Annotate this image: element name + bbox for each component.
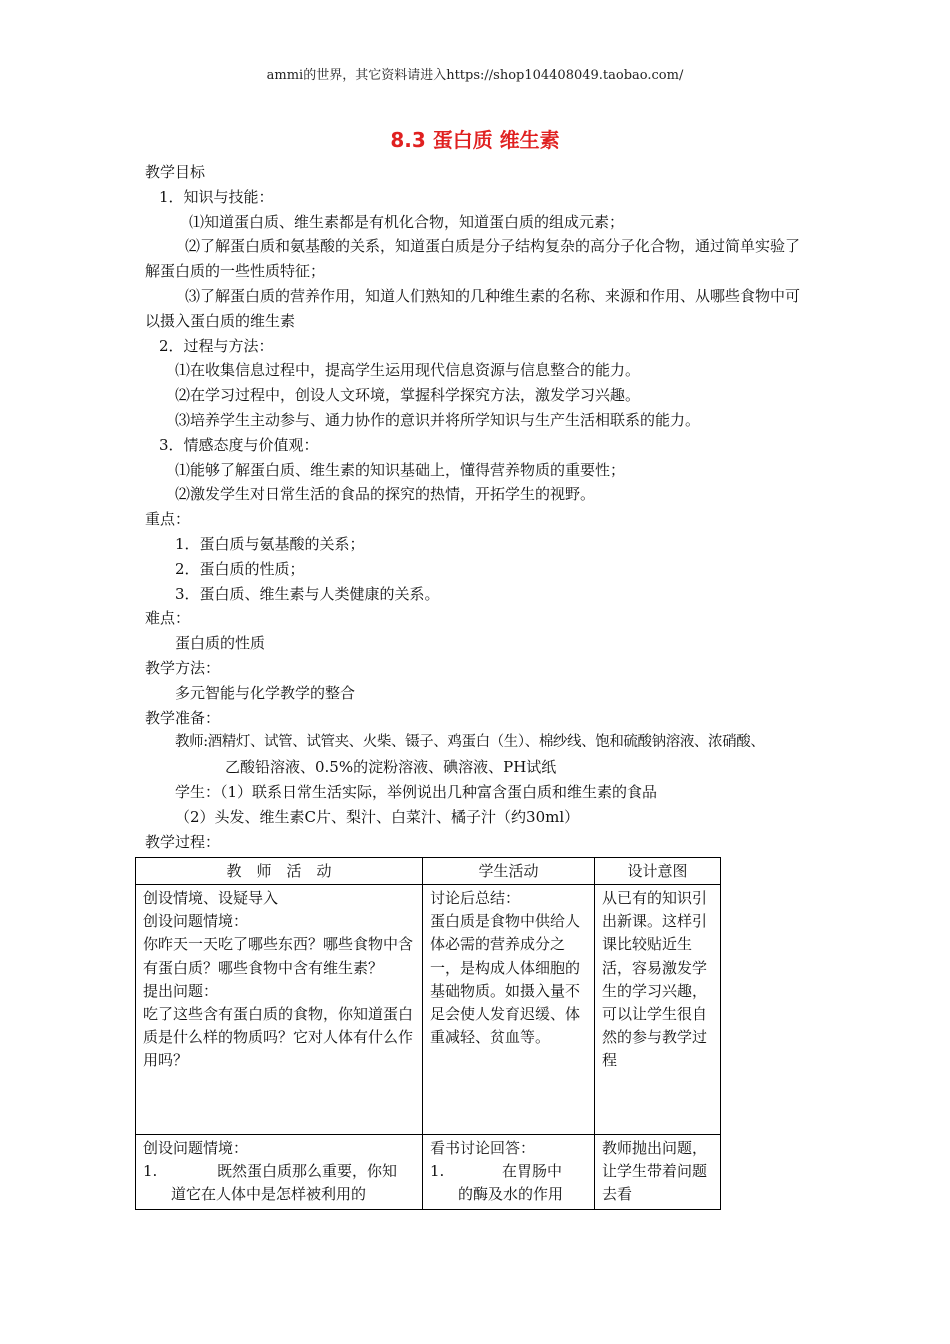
process-section-heading: 教学过程：	[145, 832, 221, 851]
teacher-text: 你昨天一天吃了哪些东西？哪些食物中含有蛋白质？哪些食物中含有维生素？	[143, 935, 414, 977]
student-materials-cont: （2）头发、维生素C片、梨汁、白菜汁、橘子汁（约30ml）	[175, 807, 580, 826]
student-materials: 学生：（1）联系日常生活实际，举例说出几种富含蛋白质和维生素的食品	[175, 782, 658, 801]
teacher-text: 吃了这些含有蛋白质的食物，你知道蛋白质是什么样的物质吗？它对人体有什么作用吗？	[143, 1005, 414, 1070]
teacher-materials-cont: 乙酸铅溶液、0.5%的淀粉溶液、碘溶液、PH试纸	[225, 758, 557, 777]
table-row	[136, 885, 721, 1135]
teacher-text: 提出问题：	[143, 981, 219, 1000]
student-activity-cell	[423, 885, 595, 1135]
student-text: 的酶及水的作用	[458, 1185, 564, 1204]
design-intent-cell	[595, 1135, 721, 1210]
teacher-numbered-item	[143, 1160, 415, 1183]
difficulty-heading: 难点：	[145, 609, 191, 628]
key-point-item: 3．蛋白质、维生素与人类健康的关系。	[175, 584, 440, 603]
design-intent-cell	[595, 885, 721, 1135]
intent-text: 从已有的知识引出新课。这样引课比较贴近生活，容易激发学生的学习兴趣，可以让学生很自然的参与教学过程	[602, 889, 708, 1070]
method-heading: 教学方法：	[145, 658, 221, 677]
intent-text: 教师抛出问题，让学生带着问题去看	[602, 1139, 708, 1204]
teacher-text: 创设情境、设疑导入	[143, 889, 279, 907]
item-number: 1.	[430, 1162, 445, 1181]
teacher-text: 创设问题情境：	[143, 1139, 249, 1157]
objectives-heading: 教学目标	[145, 163, 206, 181]
method-text: 多元智能与化学教学的整合	[175, 683, 356, 702]
key-point-item: 1．蛋白质与氨基酸的关系；	[175, 534, 365, 553]
key-point-item: 2．蛋白质的性质；	[175, 559, 305, 578]
column-header-intent: 设计意图	[595, 858, 721, 885]
preparation-heading: 教学准备：	[145, 708, 221, 727]
student-text: 讨论后总结：	[430, 889, 521, 907]
page-title: 8.3 蛋白质 维生素	[390, 128, 560, 152]
document-body	[145, 160, 810, 854]
knowledge-item: ⑶了解蛋白质的营养作用，知道人们熟知的几种维生素的名称、来源和作用、从哪些食物中可以摄入蛋白质的维生素	[145, 286, 801, 330]
table-row	[136, 1135, 721, 1210]
process-item: ⑶培养学生主动参与、通力协作的意识并将所学知识与生产生活相联系的能力。	[175, 410, 701, 429]
item-number: 1.	[143, 1162, 158, 1181]
student-text: 蛋白质是食物中供给人体必需的营养成分之一，是构成人体细胞的基础物质。如摄入量不足会使人发育迟缓、体重减轻、贫血等。	[430, 912, 581, 1047]
process-heading: 2．过程与方法：	[159, 336, 274, 355]
column-header-student: 学生活动	[423, 858, 595, 885]
page-header: ammi的世界，其它资料请进入https://shop104408049.taobao.com/	[266, 68, 684, 83]
attitude-item: ⑴能够了解蛋白质、维生素的知识基础上，懂得营养物质的重要性；	[175, 460, 626, 479]
teacher-text: 创设问题情境：	[143, 912, 249, 931]
student-text: 在胃肠中	[502, 1162, 563, 1181]
knowledge-item: ⑴知道蛋白质、维生素都是有机化合物，知道蛋白质的组成元素；	[189, 212, 625, 231]
teacher-activity-cell	[136, 885, 423, 1135]
knowledge-heading: 1．知识与技能：	[159, 187, 274, 206]
teacher-activity-cell	[136, 1135, 423, 1210]
teacher-text: 既然蛋白质那么重要，你知	[217, 1162, 398, 1181]
difficulty-text: 蛋白质的性质	[175, 634, 266, 653]
student-text: 看书讨论回答：	[430, 1139, 536, 1157]
key-points-heading: 重点：	[145, 510, 191, 529]
teacher-materials: 教师:酒精灯、试管、试管夹、火柴、镊子、鸡蛋白（生）、棉纱线、饱和硫酸钠溶液、浓硝酸、	[175, 734, 765, 751]
process-item: ⑵在学习过程中，创设人文环境，掌握科学探究方法，激发学习兴趣。	[175, 386, 641, 405]
teaching-process-table	[135, 857, 721, 1210]
teacher-text: 道它在人体中是怎样被利用的	[171, 1185, 367, 1204]
student-activity-cell	[423, 1135, 595, 1210]
student-numbered-item	[430, 1160, 587, 1183]
knowledge-item: ⑵了解蛋白质和氨基酸的关系，知道蛋白质是分子结构复杂的高分子化合物，通过简单实验了解蛋白质的一些性质特征；	[145, 237, 801, 281]
attitude-heading: 3．情感态度与价值观：	[159, 435, 319, 454]
table-header-row	[136, 858, 721, 885]
process-item: ⑴在收集信息过程中，提高学生运用现代信息资源与信息整合的能力。	[175, 361, 641, 380]
attitude-item: ⑵激发学生对日常生活的食品的探究的热情，开拓学生的视野。	[175, 485, 596, 504]
column-header-teacher: 教 师 活 动	[136, 858, 423, 885]
